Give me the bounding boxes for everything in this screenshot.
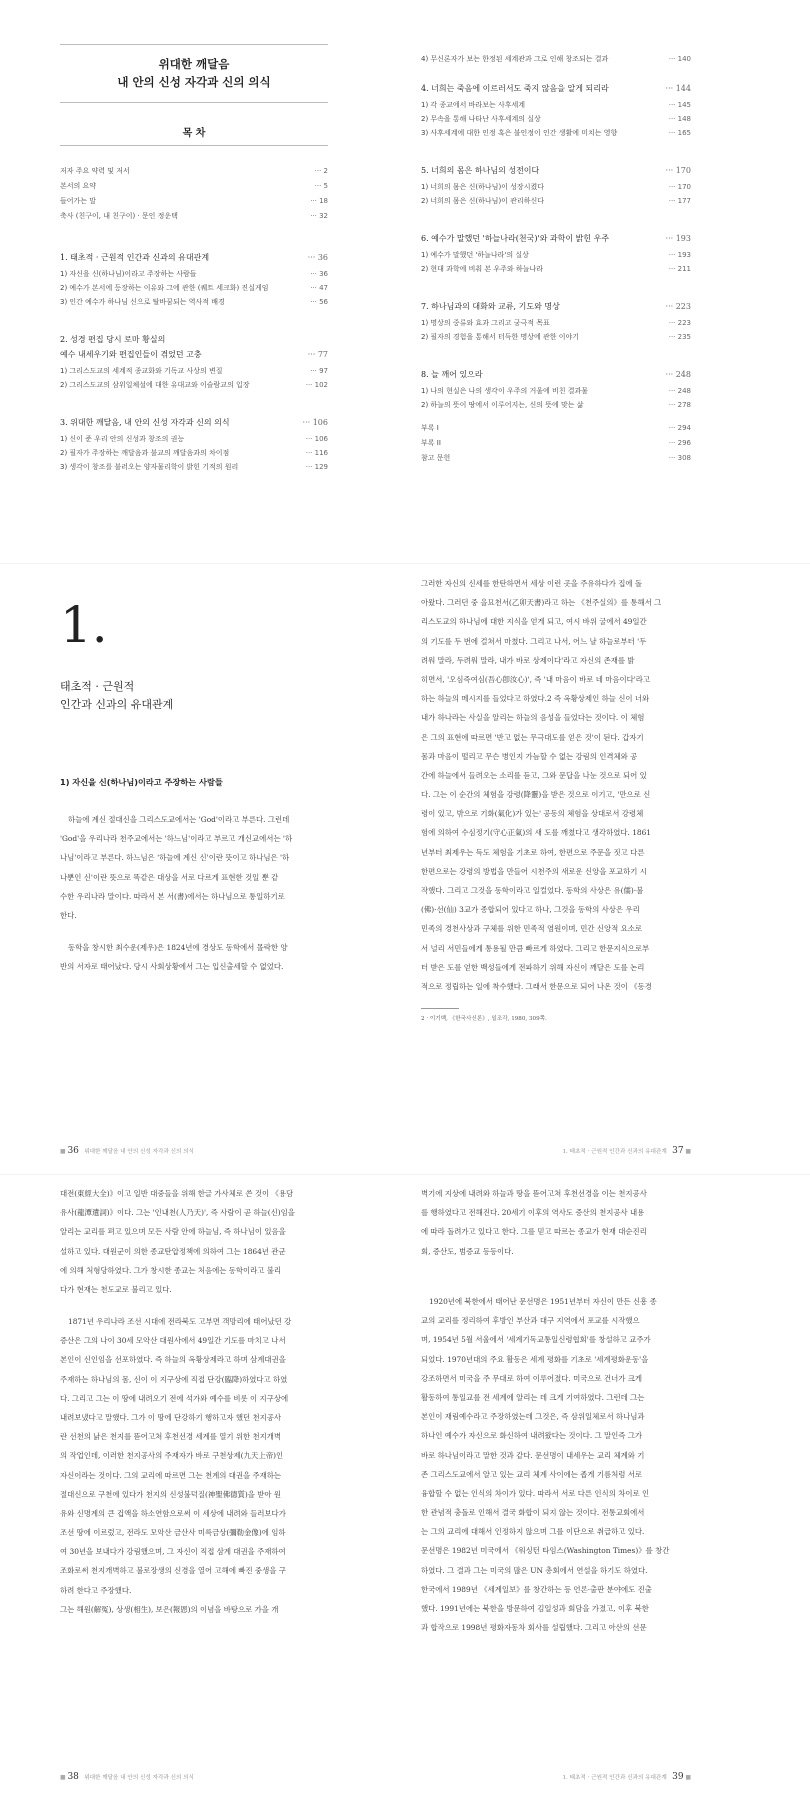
toc-sub-entry-title: 4) 무신론자가 보는 한정된 세계관과 그로 인해 창조되는 결과: [421, 55, 609, 63]
toc-front-entry-title: 들어가는 말: [60, 197, 97, 205]
toc-chapter-entry-title: 6. 예수가 말했던 '하늘나라(천국)'와 과학이 밝힌 우주: [421, 234, 610, 243]
toc-front-entry: [60, 209, 328, 223]
running-head: 1. 태초적 · 근원적 인간과 신과의 유대관계: [562, 1149, 667, 1155]
body-text: [421, 574, 691, 996]
text-line: 아왔다. 그러던 중 을묘천서(乙卯天書)라고 하는 《천주실의》를 통해서 그: [421, 598, 662, 608]
text-line: 알리는 교리를 펴고 있으며 모든 사람 안에 하늘님, 즉 하나님이 있음을: [60, 1227, 286, 1237]
toc-chapter-entry-title: 8. 늘 깨어 있으라: [421, 370, 483, 379]
footnote-rule: [421, 1008, 459, 1009]
toc-appendix-entry: [421, 451, 691, 465]
toc-sub-entry-page: ··· 102: [305, 381, 328, 389]
toc-sub-entry: [421, 112, 691, 126]
text-line: 년부터 최제우는 득도 체험을 기초로 하여, 한편으로 주문을 짓고 다른: [421, 847, 645, 857]
text-line: 에 의해 처형당하였다. 그가 창시한 종교는 처음에는 동학이라고 불리: [60, 1265, 282, 1275]
text-line: 간에 하늘에서 들려오는 소리를 듣고, 그와 문답을 나눈 것으로 되어 있: [421, 770, 647, 780]
text-line: 벽기에 지상에 내려와 하늘과 땅을 뜯어고쳐 후천선경을 이는 천지공사: [421, 1189, 647, 1198]
toc-sub-entry-page: ··· 56: [310, 298, 328, 306]
body-paragraph: [60, 1312, 328, 1619]
text-line: 며, 1954년 5월 서울에서 '세계기독교통일신령협회'를 창설하고 교주가: [421, 1335, 651, 1345]
page-number: 39: [672, 1772, 684, 1782]
running-footer-left: [60, 1146, 194, 1156]
footnote: 2 · 이기백, 《한국사신론》, 일조각, 1980, 309쪽.: [421, 1016, 547, 1022]
toc-chapter-entry: [60, 348, 328, 362]
text-line: 하나인 예수가 자신으로 화신하여 내려왔다는 것이다. 그 말인즉 그가: [421, 1431, 643, 1441]
toc-sub-entry-page: ··· 165: [668, 129, 691, 137]
toc-sub-entry-page: ··· 129: [305, 463, 328, 471]
toc-chapter-entry: 2. 성경 편집 당시 로마 황실의: [60, 335, 166, 344]
section-title: 1) 자신을 신(하나님)이라고 주장하는 사람들: [60, 777, 223, 787]
toc-front-entry: [60, 164, 328, 178]
toc-right-page: [405, 0, 810, 560]
toc-sub-entry: [60, 267, 328, 281]
page-38: [0, 1180, 405, 1796]
text-line: 그러한 자신의 신세를 한탄하면서 세상 이런 곳을 주유하다가 집에 돌: [421, 579, 643, 588]
toc-sub-entry-title: 1) 너희의 몸은 신(하나님)이 성장시켰다: [421, 183, 544, 191]
text-line: 'God'을 우리나라 천주교에서는 '하느님'이라고 부르고 개신교에서는 '하: [60, 834, 293, 844]
toc-front-entry-page: ··· 2: [314, 167, 328, 175]
text-line: 한국에서 1989년 《세계일보》를 창간하는 등 언론·출판 분야에도 진출: [421, 1584, 652, 1594]
toc-front-entry-title: 본서의 요약: [60, 182, 97, 190]
toc-sub-entry-page: ··· 235: [668, 333, 691, 341]
toc-sub-entry-title: 2) 무속을 통해 나타난 사후세계의 실상: [421, 115, 541, 123]
toc-sub-entry: [421, 398, 691, 412]
text-line: 교의 교리를 정리하여 후방인 부산과 대구 지역에서 포교를 시작했으: [421, 1316, 640, 1326]
page-37: [405, 570, 810, 1170]
toc-sub-entry: [60, 432, 328, 446]
toc-chapter-entry: [421, 164, 691, 178]
toc-heading: 목 차: [182, 128, 206, 139]
toc-sub-entry-page: ··· 278: [668, 401, 691, 409]
chapter-number: 1.: [60, 596, 108, 654]
toc-appendix-entry-page: ··· 296: [668, 439, 691, 447]
toc-sub-entry-page: ··· 193: [668, 251, 691, 259]
toc-sub-entry-page: ··· 211: [668, 265, 691, 273]
page-separator: [0, 1174, 810, 1175]
page-36: [0, 570, 405, 1170]
text-line: 문선명은 1982년 미국에서 《워싱턴 타임스(Washington Times)》를 창간: [421, 1546, 670, 1556]
text-line: 의 기도를 두 번에 걸쳐서 마쳤다. 그리고 나서, 어느 날 하늘로부터 '두: [421, 636, 647, 646]
toc-sub-entry: [60, 460, 328, 474]
toc-appendix-entry: [421, 421, 691, 435]
text-line: 내가 하나라는 사실을 알리는 하늘의 음성을 들었다는 것이다. 이 체험: [421, 713, 645, 723]
text-line: 한다.: [60, 910, 77, 920]
toc-chapter-entry-page: ··· 223: [665, 302, 691, 311]
toc-sub-entry: [60, 378, 328, 392]
text-line: 하였다. 그 결과 그는 미국의 많은 UN 총회에서 연설을 하기도 하였다.: [421, 1565, 648, 1575]
toc-sub-entry-title: 1) 그리스도교의 세계적 종교화와 기독교 사상의 변질: [60, 367, 223, 375]
toc-sub-entry-page: ··· 97: [310, 367, 328, 375]
text-line: 란 선천의 낡은 천지를 뜯어고쳐 후천선경 세계를 열기 위한 천지개벽: [60, 1432, 282, 1442]
text-line: 의 작업인데, 이러한 천지공사의 주재자가 바로 구천상제(九天上帝)인: [60, 1451, 284, 1461]
text-line: 는 그의 교리에 대해서 인정하지 않으며 그를 이단으로 취급하고 있다.: [421, 1527, 645, 1537]
text-line: 한편으로는 강령의 방법을 만들어 시천주의 새로운 신앙을 포교하기 시: [421, 866, 647, 876]
toc-sub-entry: [421, 316, 691, 330]
text-line: 다. 그리고 그는 이 땅에 내려오기 전에 석가와 예수를 비롯 이 지구상에: [60, 1393, 289, 1403]
text-line: 여 30년을 보내다가 강림했으며, 그 자신이 직접 삼계 대권을 주재하여: [60, 1547, 286, 1557]
text-line: 절대신으로 구천에 있다가 천지의 신성불덕질(神聖佛德質)을 받아 원: [60, 1489, 282, 1499]
chapter-title: [60, 678, 173, 714]
toc-chapter-entry-title: 5. 너희의 몸은 하나님의 성전이다: [421, 166, 540, 175]
toc-sub-entry: [421, 98, 691, 112]
toc-sub-entry: [421, 262, 691, 276]
text-line: 회, 증산도, 범증교 등등이다.: [421, 1246, 514, 1256]
text-line: 나님'이라고 부른다. 하느님은 '하늘에 계신 신'이란 뜻이고 하나님은 '하: [60, 853, 290, 863]
text-line: 되었다. 1970년대의 주요 활동은 세계 평화를 기초로 '세계평화운동'을: [421, 1354, 649, 1364]
toc-sub-entry-title: 2) 하늘의 뜻이 땅에서 이루어지는, 신의 뜻에 맞는 삶: [421, 401, 584, 409]
toc-front-entry-page: ··· 32: [310, 212, 328, 220]
toc-sub-entry: [421, 194, 691, 208]
toc-chapter-entry: [60, 416, 328, 430]
text-line: 유사(龍潭遺詞)》이다. 그는 '인내천(人乃天)', 즉 사람이 곧 하늘(신)임을: [60, 1208, 295, 1218]
toc-sub-entry: [421, 126, 691, 140]
bullet-icon: ■: [685, 1774, 691, 1781]
toc-sub-entry-page: ··· 47: [310, 284, 328, 292]
toc-sub-entry: [60, 364, 328, 378]
toc-appendix-entry-title: 부록 II: [421, 439, 441, 447]
text-line: 과 합작으로 1998년 평화자동차 회사를 설립했다. 그리고 아산의 선문: [421, 1623, 647, 1633]
toc-sub-entry: [421, 384, 691, 398]
toc-sub-entry-title: 1) 예수가 말했던 '하늘나라'의 실상: [421, 251, 529, 259]
toc-chapter-entry-page: ··· 77: [307, 350, 328, 359]
text-line: 증산은 그의 나이 30세 모악산 대원사에서 49일간 기도를 마치고 나서: [60, 1336, 286, 1346]
toc-appendix-entry-title: 참고 문헌: [421, 454, 451, 462]
text-line: 본인이 재림예수라고 주장하였는데 그것은, 즉 삼위일체로서 하나님과: [421, 1412, 645, 1422]
toc-sub-entry-page: ··· 116: [305, 449, 328, 457]
text-line: (佛)·선(仙) 3교가 종합되어 있다고 하나, 그것을 동학의 사상은 우리: [421, 905, 640, 915]
bullet-icon: ■: [60, 1148, 66, 1155]
toc-front-entry-title: 축사 (친구이, 내 친구이) · 문인 정운택: [60, 212, 178, 220]
toc-sub-entry-title: 3) 인간 예수가 하나님 신으로 탈바꿈되는 역사적 배경: [60, 298, 225, 306]
toc-chapter-entry-title: 7. 하나님과의 대화와 교류, 기도와 명상: [421, 302, 560, 311]
toc-front-entry-page: ··· 18: [310, 197, 328, 205]
toc-chapter-entry-page: ··· 170: [665, 166, 691, 175]
toc-front-entry-page: ··· 5: [314, 182, 328, 190]
text-line: 자신이라는 것이다. 그의 교리에 따르면 그는 천계의 대권을 주재하는: [60, 1470, 282, 1480]
body-paragraph: [421, 1292, 691, 1637]
text-line: 하늘에 계신 절대신을 그리스도교에서는 'God'이라고 부른다. 그런데: [68, 815, 290, 824]
toc-sub-entry-page: ··· 177: [668, 197, 691, 205]
title-top-rule: [60, 44, 328, 45]
running-footer-right: [421, 1146, 691, 1156]
toc-sub-entry-title: 1) 자신을 신(하나님)이라고 주장하는 사람들: [60, 270, 197, 278]
toc-sub-entry-page: ··· 106: [305, 435, 328, 443]
toc-chapter-entry-page: ··· 36: [307, 253, 328, 262]
text-line: 터 받은 도를 얻한 백성들에게 전파하기 위해 자신이 깨달은 도를 논리: [421, 962, 645, 972]
toc-sub-entry: [421, 180, 691, 194]
toc-chapter-entry: [421, 232, 691, 246]
toc-sub-entry-title: 2) 예수가 본서에 등장하는 이유와 그에 관한 (퀘트 세크화) 진실게임: [60, 284, 269, 292]
toc-sub-entry-title: 2) 필자의 경험을 통해서 터득한 명상에 관한 이야기: [421, 333, 579, 341]
toc-chapter-entry-title: 4. 너희는 죽음에 이르러서도 죽지 않음을 알게 되리라: [421, 84, 609, 93]
toc-sub-entry-page: ··· 140: [668, 55, 691, 63]
text-line: 1871년 우리나라 조선 시대에 전라북도 고부면 객망리에 태어났던 강: [68, 1317, 292, 1326]
toc-sub-entry: [421, 248, 691, 262]
spread-38-39: [0, 1180, 810, 1796]
toc-sub-entry-title: 3) 사후세계에 대한 인정 혹은 불인정이 인간 생활에 미치는 영향: [421, 129, 618, 137]
toc-front-entry-title: 저자 주요 약력 및 저서: [60, 167, 130, 175]
text-line: 려워 말라, 두려워 말라, 내가 바로 상제이다'라고 자신의 존재를 밝: [421, 655, 635, 665]
toc-sub-entry-title: 2) 너희의 몸은 신(하나님)이 관리하신다: [421, 197, 544, 205]
toc-front-entry: [60, 179, 328, 193]
text-line: 민족의 경천사상과 구체를 위한 민족적 염원이며, 민간 신앙적 요소로: [421, 924, 643, 934]
text-line: 강조하면서 미국을 주 무대로 하여 이루어졌다. 미국으로 건너가 크게: [421, 1373, 643, 1383]
body-paragraph: [421, 1184, 691, 1261]
toc-left-page: [0, 0, 405, 560]
toc-chapter-entry-title: 예수 내세우기와 편집인들이 겪었던 고충: [60, 350, 202, 359]
page-number: 38: [67, 1772, 79, 1782]
running-head: 위대한 깨달음 내 안의 신성 자각과 신의 의식: [84, 1149, 194, 1155]
text-line: 바로 하나님이라고 말한 것과 같다. 문선명이 내세우는 교리 체계와 기: [421, 1450, 645, 1460]
toc-sub-entry: [421, 52, 691, 66]
text-line: 하려 한다고 주장했다.: [60, 1585, 132, 1595]
text-line: 리스도교의 하나님에 대한 지식을 얻게 되고, 여시 바위 굴에서 49일간: [421, 617, 647, 627]
toc-chapter-entry-title: 1. 태초적 · 근원적 인간과 신과의 유대관계: [60, 253, 210, 262]
text-line: 은 그의 표현에 따르면 '반고 없는 무극대도를 얻은 것'이 된다. 갑자기: [421, 732, 644, 742]
toc-chapter-entry-page: ··· 248: [665, 370, 691, 379]
text-line: 유와 신명계의 큰 겁액을 하소연함으로써 이 세상에 내려와 들러보다가: [60, 1508, 286, 1518]
text-line: 본인이 신인임을 선포하였다. 즉 하늘의 옥황상제라고 하며 삼계대권을: [60, 1355, 286, 1365]
toc-sub-entry: [60, 446, 328, 460]
toc-heading-rule: [60, 145, 328, 146]
running-footer-left: [60, 1772, 194, 1782]
toc-sub-entry-title: 2) 그리스도교의 삼위일체설에 대한 유대교와 이슬람교의 입장: [60, 381, 250, 389]
text-line: 험에 의하여 수심정기(守心正氣)의 새 도를 깨쳤다고 생각하였다. 1861: [421, 828, 652, 838]
toc-chapter-entry-page: ··· 144: [665, 84, 691, 93]
text-line: 에 따라 돌려가고 있다고 한다. 그를 믿고 따르는 종교가 현재 대순진리: [421, 1227, 647, 1237]
toc-sub-entry-page: ··· 36: [310, 270, 328, 278]
toc-sub-entry-title: 1) 신이 준 우리 안의 신성과 창조의 권능: [60, 435, 185, 443]
text-line: 대전(東經大全)》이고 일반 대중들을 위해 한글 가사체로 쓴 것이 《용담: [60, 1189, 294, 1198]
text-line: 나뿐인 신'이란 뜻으로 똑같은 대상을 서로 다르게 표현한 것일 뿐 같: [60, 872, 279, 882]
toc-sub-entry-page: ··· 145: [668, 101, 691, 109]
toc-appendix-entry: [421, 436, 691, 450]
toc-sub-entry-page: ··· 223: [668, 319, 691, 327]
text-line: 반의 서자로 태어났다. 당시 사회상황에서 그는 입신출세할 수 없었다.: [60, 962, 284, 972]
chapter-title-line1: 태초적 · 근원적: [60, 680, 135, 693]
chapter-title-line2: 인간과 신과의 유대관계: [60, 698, 174, 711]
text-line: 했다. 1991년에는 북한을 방문하여 김일성과 회담을 가졌고, 이후 북한: [421, 1604, 649, 1613]
toc-chapter-entry-page: ··· 193: [665, 234, 691, 243]
text-line: 다. 그는 이 순간의 체험을 강령(降靈)을 받은 것으로 이기고, '만으로 신: [421, 790, 651, 800]
text-line: 조화로써 천지개벽하고 불로장생의 신경을 열어 고해에 빠진 중생을 구: [60, 1566, 286, 1576]
body-paragraph: [60, 938, 328, 976]
toc-sub-entry-title: 1) 각 종교에서 바라보는 사후세계: [421, 101, 525, 109]
toc-chapter-entry-page: ··· 106: [302, 418, 328, 427]
text-line: 한 관념적 충돌로 인해서 결국 화합이 되지 않는 것이다. 전통교회에서: [421, 1508, 645, 1518]
page-separator: [0, 563, 810, 564]
page-number: 36: [67, 1146, 79, 1156]
toc-chapter-entry: [421, 300, 691, 314]
book-title-line2: 내 안의 신성 자각과 신의 의식: [117, 75, 271, 89]
title-bottom-rule: [60, 102, 328, 103]
page-39: [405, 1180, 810, 1796]
toc-sub-entry-title: 3) 생각이 창조를 불러오는 양자물리학이 밝힌 기적의 원리: [60, 463, 239, 471]
bullet-icon: ■: [60, 1774, 66, 1781]
text-line: 수한 우리나라 말이다. 따라서 본 서(書)에서는 하나님으로 통일하기로: [60, 891, 285, 901]
toc-spread: [0, 0, 810, 560]
toc-sub-entry: [60, 281, 328, 295]
book-title-line1: 위대한 깨달음: [158, 57, 230, 71]
toc-sub-entry-page: ··· 148: [668, 115, 691, 123]
text-line: 내려보냈다고 말했다. 그가 이 땅에 단강하기 행하고자 했던 천지공사: [60, 1412, 282, 1422]
text-line: 주재하는 하나님의 몸, 신이 이 지구상에 직접 단강(臨降)하였다고 하였: [60, 1374, 288, 1384]
running-footer-right: [421, 1772, 691, 1782]
toc-sub-entry-title: 2) 필자가 주장하는 깨달음과 불교의 깨달음과의 차이점: [60, 449, 230, 457]
text-line: 작했다. 그리고 그것을 동학이라고 일컬었다. 동학의 사상은 유(儒)·불: [421, 886, 644, 895]
text-line: 조선 땅에 이르렀고, 전라도 모악산 금산사 미륵금상(彌勒金像)에 임하: [60, 1528, 286, 1538]
toc-chapter-entry: [421, 368, 691, 382]
toc-appendix-entry-title: 부록 I: [421, 424, 439, 432]
text-line: 존 그리스도교에서 알고 있는 교리 체계 사이에는 좁게 기름처럼 서로: [421, 1469, 643, 1479]
toc-sub-entry-title: 1) 명상의 중류와 효과 그리고 궁극적 목표: [421, 319, 550, 327]
text-line: 령이 있고, 밖으로 기화(氣化)가 있는' 공동의 체험을 상대로서 강령체: [421, 809, 644, 819]
text-line: 히면서, '오심즉여심(吾心卽汝心)', 즉 '내 마음이 바로 네 마음이다'라고: [421, 674, 651, 684]
spread-36-37: [0, 570, 810, 1170]
toc-sub-entry-title: 2) 현대 과학에 비춰 본 우주와 하늘나라: [421, 265, 543, 273]
toc-sub-entry-page: ··· 248: [668, 387, 691, 395]
text-line: 몸과 마음이 떨리고 무슨 병인지 가늠할 수 없는 강림의 인격체와 공: [421, 751, 638, 761]
text-line: 서 널리 서민들에게 통용될 만큼 빠르게 하였다. 그리고 한문지식으로부: [421, 943, 650, 953]
toc-sub-entry-page: ··· 170: [668, 183, 691, 191]
toc-chapter-entry-title: 3. 위대한 깨달음, 내 안의 신성 자각과 신의 의식: [60, 418, 230, 427]
toc-chapter-entry: [421, 82, 691, 96]
text-line: 설하고 있다. 대원군이 의한 종교탄압정책에 의하여 그는 1864년 관군: [60, 1246, 286, 1256]
text-line: 그는 해원(解冤), 상생(相生), 보은(報恩)의 이념을 바탕으로 가을 개: [60, 1604, 279, 1614]
page-number: 37: [672, 1146, 684, 1156]
text-line: 활동하여 통일교를 전 세계에 알리는 데 크게 기여하였다. 그런데 그는: [421, 1392, 645, 1402]
text-line: 하는 하늘의 메시지를 들었다고 하였다.2 즉 옥황상제인 하늘 신이 너와: [421, 694, 650, 704]
toc-sub-entry: [60, 295, 328, 309]
text-line: 1920년에 북한에서 태어난 문선명은 1951년부터 자신이 만든 신흥 종: [429, 1297, 657, 1306]
toc-front-entry: [60, 194, 328, 208]
toc-chapter-entry: [60, 251, 328, 265]
text-line: 를 행하였다고 전해진다. 20세기 이후의 역사도 증산의 천지공사 내용: [421, 1208, 645, 1218]
body-paragraph: [60, 810, 328, 925]
text-line: 융합할 수 없는 인식의 차이가 있다. 따라서 서로 다른 인식의 차이로 인: [421, 1488, 650, 1498]
toc-sub-entry: [421, 330, 691, 344]
text-line: 다가 현재는 천도교로 불리고 있다.: [60, 1284, 172, 1294]
body-paragraph: [60, 1184, 328, 1299]
toc-appendix-entry-page: ··· 294: [668, 424, 691, 432]
bullet-icon: ■: [685, 1148, 691, 1155]
running-head: 1. 태초적 · 근원적 인간과 신과의 유대관계: [562, 1775, 667, 1781]
text-line: 동학을 창시한 최수운(제우)은 1824년에 경상도 동학에서 몰락한 양: [68, 943, 288, 952]
toc-sub-entry-title: 1) 나의 현실은 나의 생각이 우주의 거울에 비친 결과물: [421, 387, 588, 395]
running-head: 위대한 깨달음 내 안의 신성 자각과 신의 의식: [84, 1775, 194, 1781]
toc-appendix-entry-page: ··· 308: [668, 454, 691, 462]
text-line: 적으로 정립하는 일에 착수했다. 그래서 한문으로 되어 나온 것이 《동경: [421, 981, 652, 991]
